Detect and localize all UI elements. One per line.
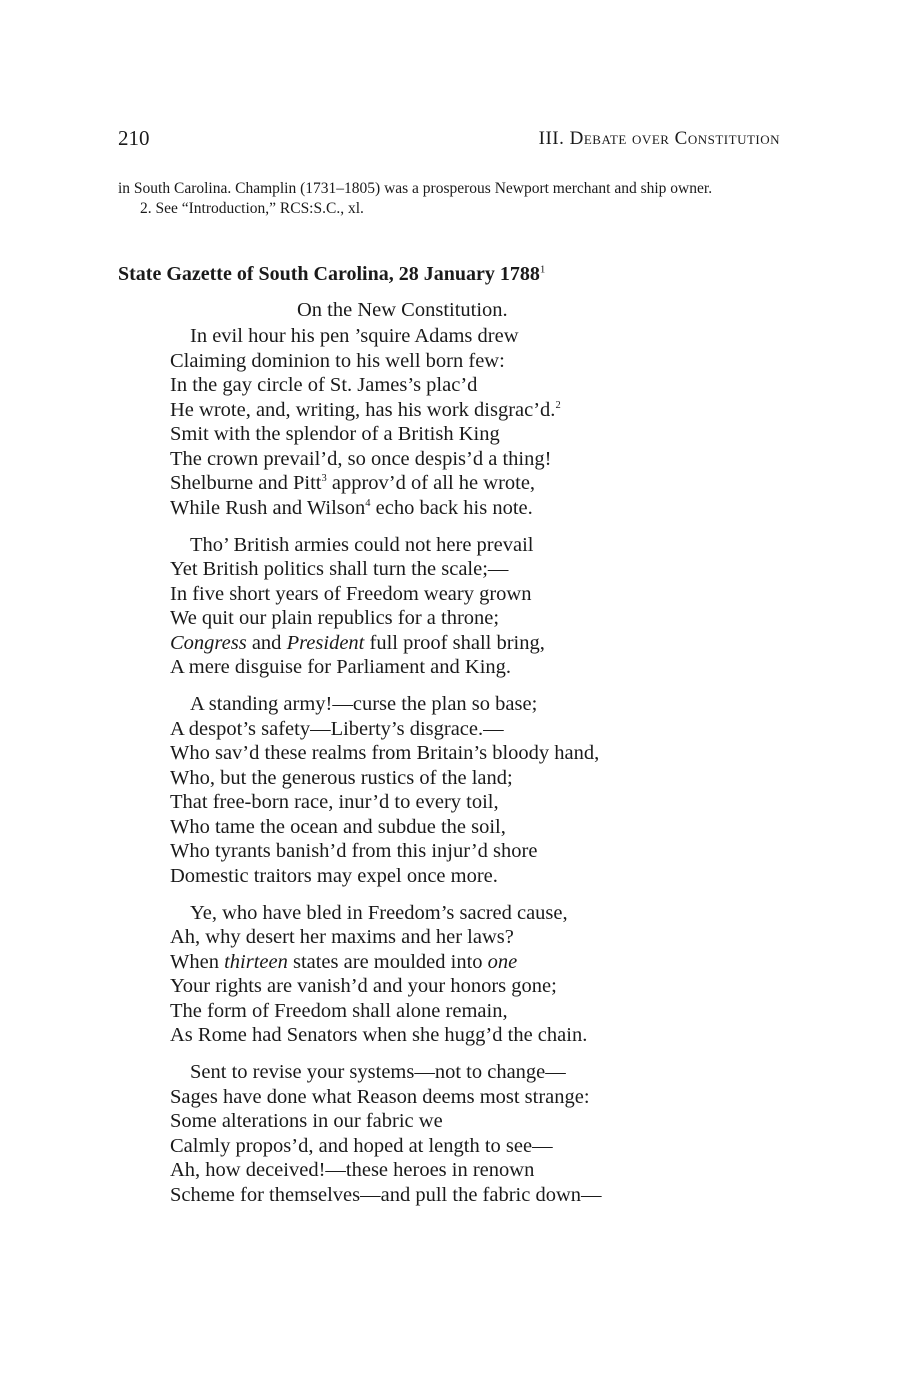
poem-line-text: While Rush and Wilson xyxy=(170,496,366,519)
stanza-5 xyxy=(170,1060,770,1207)
poem-line: Some alterations in our fabric we xyxy=(170,1110,443,1132)
poem-line xyxy=(170,950,770,975)
poem-line: Scheme for themselves—and pull the fabric down— xyxy=(170,1183,602,1206)
poem-line-italic: Congress xyxy=(170,631,247,654)
poem-line-italic: thirteen xyxy=(224,950,288,973)
footnote-2: 2. See “Introduction,” RCS:S.C., xl. xyxy=(140,200,364,217)
poem-title: On the New Constitution. xyxy=(297,299,508,321)
poem-line: The form of Freedom shall alone remain, xyxy=(170,999,508,1022)
poem-line xyxy=(170,496,770,521)
poem-line: Domestic traitors may expel once more. xyxy=(170,864,498,887)
poem-line: Who tyrants banish’d from this injur’d shore xyxy=(170,840,538,862)
poem-line: Who tame the ocean and subdue the soil, xyxy=(170,815,506,838)
running-head-title: Debate over Constitution xyxy=(569,128,780,149)
section-note-ref: 1 xyxy=(539,263,546,276)
poem-line-text: and xyxy=(246,631,287,654)
poem-line: As Rome had Senators when she hugg’d the chain. xyxy=(170,1024,588,1046)
page-header xyxy=(118,126,780,156)
poem-line: Claiming dominion to his well born few: xyxy=(170,349,505,372)
stanza-4 xyxy=(170,901,770,1048)
poem-line: Calmly propos’d, and hoped at length to see— xyxy=(170,1134,553,1157)
poem-line-italic: one xyxy=(487,950,518,973)
poem-line xyxy=(170,471,770,496)
poem-line: In evil hour his pen ’squire Adams drew xyxy=(190,325,519,347)
poem-line-text: states are moulded into xyxy=(287,950,488,973)
section-title-text: State Gazette of South Carolina, 28 January 1788 xyxy=(118,263,540,285)
footnote-ref: 2 xyxy=(555,399,561,411)
poem-line-italic: President xyxy=(286,631,365,654)
poem-line-text: approv’d of all he wrote, xyxy=(326,472,536,494)
poem-line-text: full proof shall bring, xyxy=(364,631,545,654)
poem-line-text: echo back his note. xyxy=(370,496,533,519)
poem-line: Who, but the generous rustics of the land; xyxy=(170,766,513,789)
poem-line: Ye, who have bled in Freedom’s sacred cause, xyxy=(190,901,568,924)
poem-line xyxy=(170,631,770,656)
poem-line: Smit with the splendor of a British King xyxy=(170,423,500,445)
poem-line-text: Shelburne and Pitt xyxy=(170,472,322,494)
poem-line: A standing army!—curse the plan so base; xyxy=(190,693,538,715)
poem-line xyxy=(170,398,770,423)
footnote-ref: 4 xyxy=(365,497,371,509)
stanza-1 xyxy=(170,324,770,520)
poem-line: Ah, why desert her maxims and her laws? xyxy=(170,926,514,948)
poem-line: We quit our plain republics for a throne; xyxy=(170,607,500,629)
footnote-ref: 3 xyxy=(321,473,327,485)
poem-line: Sent to revise your systems—not to change— xyxy=(190,1061,566,1083)
running-head-prefix: III. xyxy=(538,128,570,149)
stanza-3 xyxy=(170,692,770,888)
poem-line: Sages have done what Reason deems most strange: xyxy=(170,1085,590,1108)
poem-line: The crown prevail’d, so once despis’d a thing! xyxy=(170,447,552,470)
poem-line: A despot’s safety—Liberty’s disgrace.— xyxy=(170,717,504,740)
poem xyxy=(170,324,770,1220)
page-number: 210 xyxy=(118,126,150,150)
poem-line: Your rights are vanish’d and your honors gone; xyxy=(170,975,557,997)
poem-line-text: When xyxy=(170,950,225,973)
running-head xyxy=(539,128,780,150)
footnotes xyxy=(118,179,786,219)
poem-line: Yet British politics shall turn the scale;— xyxy=(170,558,509,580)
poem-line: In the gay circle of St. James’s plac’d xyxy=(170,374,478,396)
poem-line: Who sav’d these realms from Britain’s bloody hand, xyxy=(170,742,600,764)
poem-line: In five short years of Freedom weary grown xyxy=(170,582,532,605)
poem-line-text: He wrote, and, writing, has his work disgrac’d. xyxy=(170,398,556,421)
footnote-continuation: in South Carolina. Champlin (1731–1805) was a prosperous Newport merchant and ship owner. xyxy=(118,180,713,197)
stanza-2 xyxy=(170,533,770,680)
poem-line: Ah, how deceived!—these heroes in renown xyxy=(170,1159,535,1181)
poem-line: A mere disguise for Parliament and King. xyxy=(170,656,512,678)
poem-line: That free-born race, inur’d to every toil, xyxy=(170,791,499,813)
poem-line: Tho’ British armies could not here prevail xyxy=(190,533,534,556)
section-title xyxy=(118,263,798,286)
